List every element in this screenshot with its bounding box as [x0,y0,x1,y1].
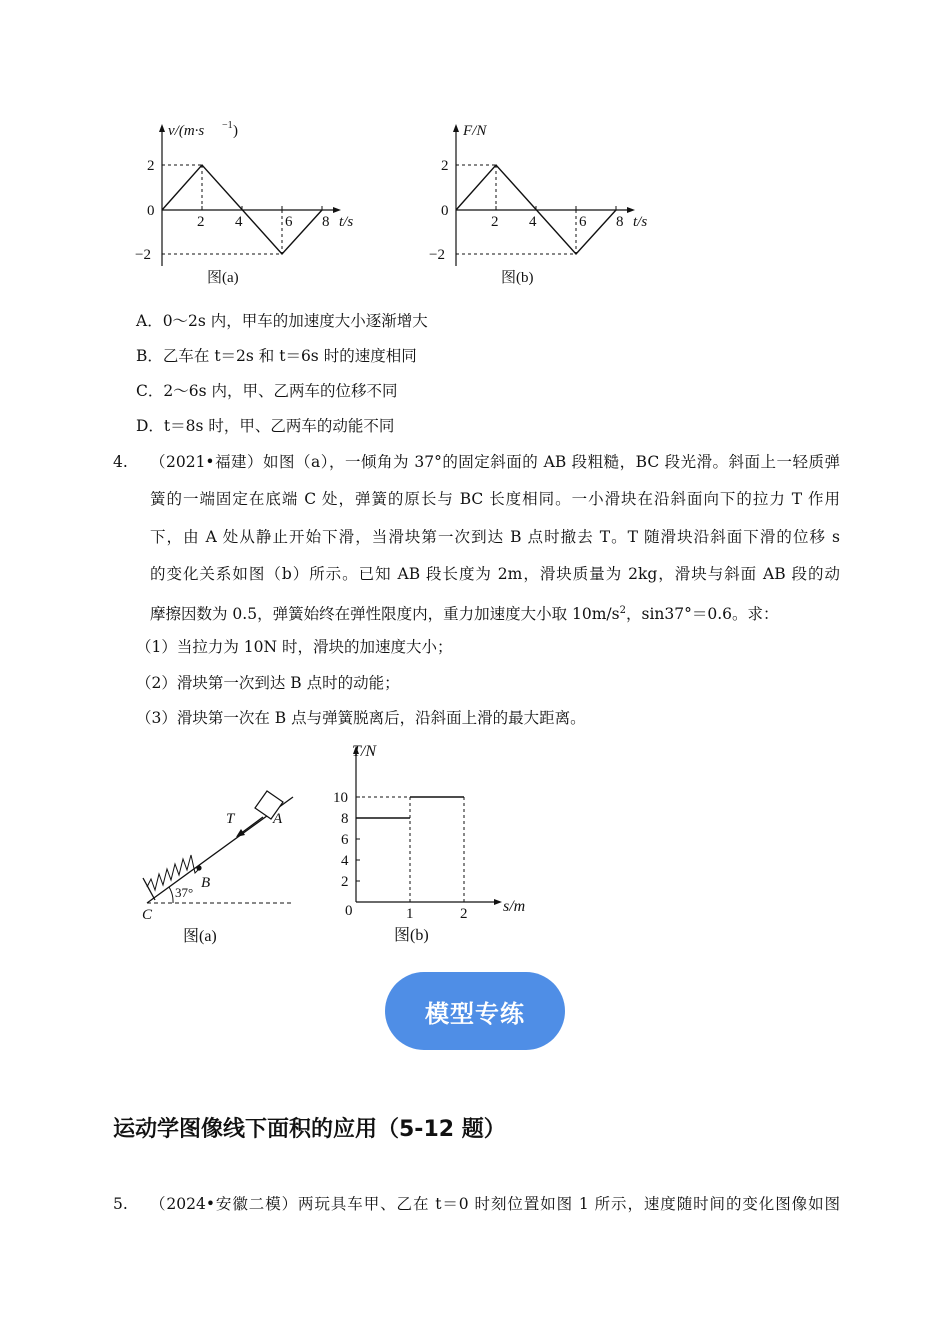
figure-caption: 图(b) [394,927,429,944]
y-tick-label: 2 [441,158,449,174]
y-axis-label: F/N [463,123,487,139]
question-text: 下，由 A 处从静止开始下滑，当滑块第一次到达 B 点时撤去 T。T 随滑块沿斜面下滑的位移 s [150,528,840,546]
section-heading: 运动学图像线下面积的应用（5-12 题） [113,1117,506,1142]
question-number: 4. [113,453,128,471]
y-tick-label: 0 [147,203,155,219]
sub-question-3: （3）滑块第一次在 B 点与弹簧脱离后，沿斜面上滑的最大距离。 [136,709,586,727]
y-axis-label: T/N [352,743,377,760]
x-tick-label: 1 [406,906,414,922]
x-tick-label: 6 [285,214,293,230]
model-practice-button[interactable]: 模型专练 [385,972,565,1050]
x-tick-label: 8 [322,214,330,230]
x-tick-label: 4 [235,214,243,230]
y-tick-label: 6 [341,832,349,848]
sub-question-2: （2）滑块第一次到达 B 点时的动能； [136,674,400,692]
question-number: 5. [113,1195,128,1213]
label-t: T [226,811,235,827]
y-axis-label-close: ) [233,123,238,139]
y-tick-label: 8 [341,811,349,827]
label-a: A [273,811,283,827]
y-tick-label: 2 [341,874,349,890]
y-tick-label: 10 [333,790,348,806]
figure-caption: 图(a) [183,928,217,945]
label-c: C [142,907,153,923]
figure-caption: 图(a) [207,270,239,286]
x-axis-label: t/s [339,214,354,230]
y-axis-unit-exponent: −1 [222,120,233,131]
tension-displacement-graph [330,740,540,950]
force-time-graph [419,118,659,293]
figure-caption: 图(b) [501,270,534,286]
y-tick-label: 2 [147,158,155,174]
y-tick-label: −2 [429,247,445,263]
point-b-dot [196,865,201,870]
x-tick-label: 2 [460,906,468,922]
x-tick-label: 2 [197,214,205,230]
option-c: C．2～6s 内，甲、乙两车的位移不同 [136,382,398,400]
velocity-time-graph [125,118,365,293]
label-b: B [201,875,211,891]
option-b: B．乙车在 t＝2s 和 t＝6s 时的速度相同 [136,347,417,365]
sub-question-1: （1）当拉力为 10N 时，滑块的加速度大小； [136,638,453,656]
x-tick-label: 8 [616,214,624,230]
question-text: （2021•福建）如图（a），一倾角为 37°的固定斜面的 AB 段粗糙，BC 段光滑。斜面上一轻质弹 [150,453,840,471]
angle-label: 37° [175,885,194,900]
question-text: 的变化关系如图（b）所示。已知 AB 段长度为 2m，滑块质量为 2kg，滑块与斜面 AB 段的动 [150,565,840,583]
question-text: 簧的一端固定在底端 C 处，弹簧的原长与 BC 长度相同。一小滑块在沿斜面向下的拉力 T 作用 [150,490,840,508]
question-text: 摩擦因数为 0.5，弹簧始终在弹性限度内，重力加速度大小取 $10m/s^2$，sin37°＝0.6。求： [150,605,779,624]
x-axis-label: t/s [633,214,648,230]
y-tick-label: 0 [441,203,449,219]
x-tick-label: 6 [579,214,587,230]
x-tick-label: 2 [491,214,499,230]
origin-label: 0 [345,903,353,919]
option-a: A．0～2s 内，甲车的加速度大小逐渐增大 [136,312,428,330]
x-axis-label: s/m [503,898,526,915]
question-text: （2024•安徽二模）两玩具车甲、乙在 t＝0 时刻位置如图 1 所示，速度随时间的变化图像如图 [150,1195,840,1213]
y-axis-label: v/(m·s [168,123,205,139]
y-tick-label: 4 [341,853,349,869]
y-tick-label: −2 [135,247,151,263]
incline-spring-diagram [135,775,305,950]
option-d: D．t＝8s 时，甲、乙两车的动能不同 [136,417,395,435]
x-tick-label: 4 [529,214,537,230]
